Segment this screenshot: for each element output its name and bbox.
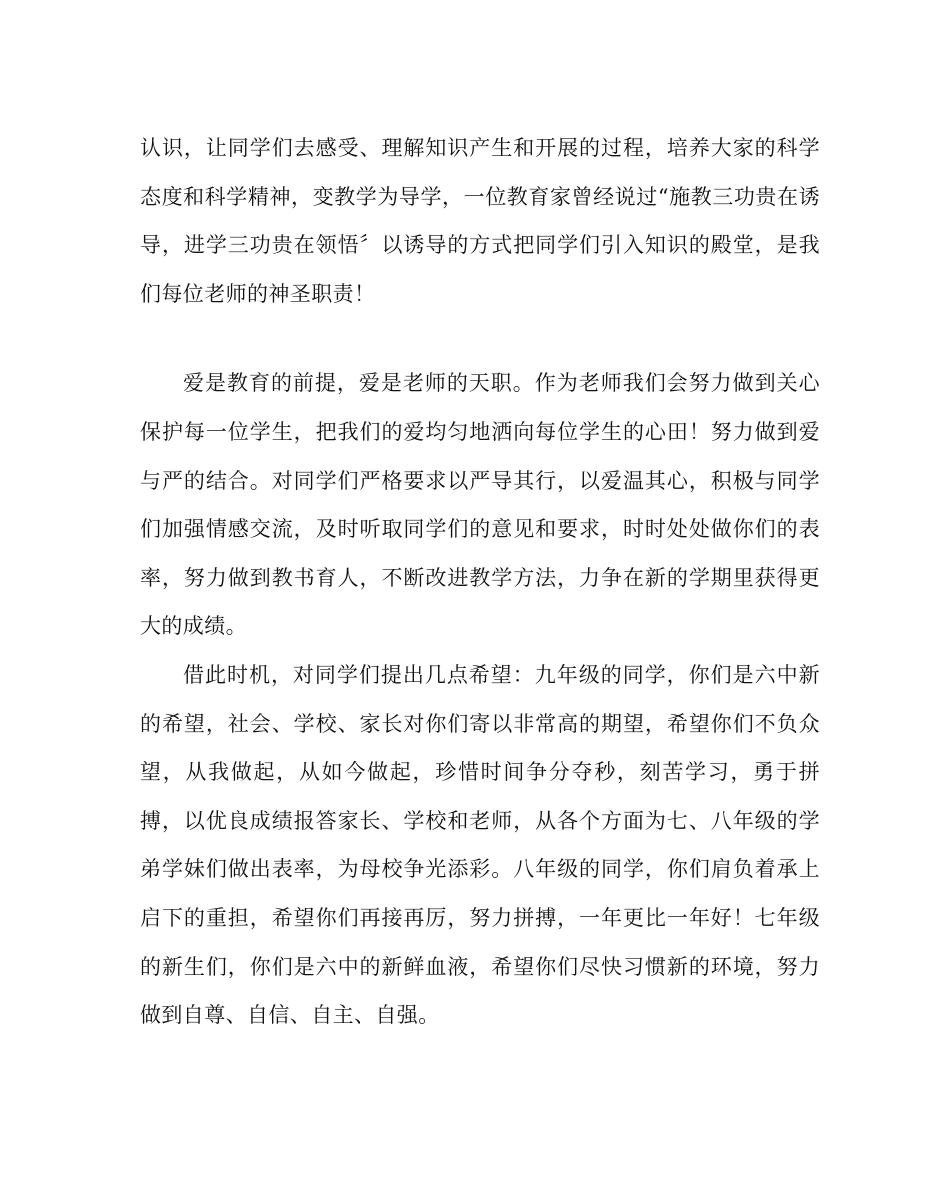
paragraph-3: 借此时机，对同学们提出几点希望：九年级的同学，你们是六中新的希望，社会、学校、家长对你们寄以非常高的期望，希望你们不负众望，从我做起，从如今做起，珍惜时间争分夺秒，刻苦学习，勇于拼搏，以优良成绩报答家长、学校和老师，从各个方面为七、八年级的学弟学妹们做出表率，为母校争光添彩。八年级的同学，你们肩负着承上启下的重担，希望你们再接再厉，努力拼搏，一年更比一年好！七年级的新生们，你们是六中的新鲜血液，希望你们尽快习惯新的环境，努力做到自尊、自信、自主、自强。	[140, 662, 820, 1028]
paragraph-1: 认识，让同学们去感受、理解知识产生和开展的过程，培养大家的科学态度和科学精神，变教学为导学，一位教育家曾经说过“施教三功贵在诱导，进学三功贵在领悟〞以诱导的方式把同学们引入知识的殿堂，是我们每位老师的神圣职责！	[140, 136, 820, 306]
document-body	[140, 124, 820, 1040]
paragraph-2: 爱是教育的前提，爱是老师的天职。作为老师我们会努力做到关心保护每一位学生，把我们的爱均匀地洒向每位学生的心田！努力做到爱与严的结合。对同学们严格要求以严导其行，以爱温其心，积极与同学们加强情感交流，及时听取同学们的意见和要求，时时处处做你们的表率，努力做到教书育人，不断改进教学方法，力争在新的学期里获得更大的成绩。	[140, 371, 820, 639]
